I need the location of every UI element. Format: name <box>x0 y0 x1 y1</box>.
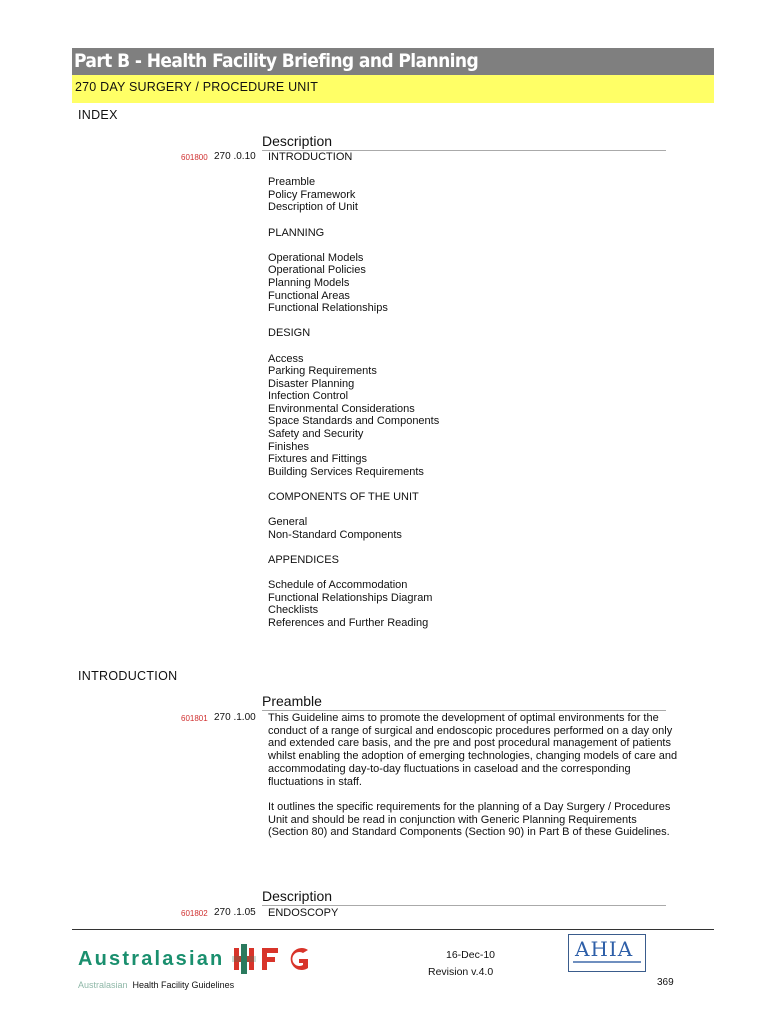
index-entry: INTRODUCTION <box>268 151 353 163</box>
ahia-logo <box>568 934 646 972</box>
index-entry: Operational Models <box>268 251 364 264</box>
index-entry: Access <box>268 352 304 365</box>
footer-date: 16-Dec-10 <box>446 949 496 961</box>
preamble-subheading: Preamble <box>262 693 666 711</box>
index-spacer <box>268 541 439 554</box>
index-entry: Preamble <box>268 176 316 189</box>
index-entry: Infection Control <box>268 390 349 403</box>
section-title: 270 DAY SURGERY / PROCEDURE UNIT <box>75 80 319 94</box>
index-entry: Planning Models <box>268 276 350 289</box>
index-entry: Operational Policies <box>268 264 366 277</box>
description-text: ENDOSCOPY <box>268 907 339 919</box>
index-entry: Parking Requirements <box>268 365 377 378</box>
index-spacer <box>268 239 439 252</box>
footer-publication <box>78 980 234 990</box>
ahia-logo-underline <box>573 961 641 963</box>
index-entry: Building Services Requirements <box>268 465 424 478</box>
introduction-heading: INTRODUCTION <box>78 669 178 683</box>
preamble-code: 601801 <box>181 714 208 723</box>
hfg-logo-mark <box>232 944 324 974</box>
index-entry: Safety and Security <box>268 428 364 441</box>
index-ref: 270 .0.10 <box>214 151 256 162</box>
index-entry: References and Further Reading <box>268 616 429 629</box>
index-heading: INDEX <box>78 108 118 122</box>
preamble-ref: 270 .1.00 <box>214 712 256 723</box>
index-list <box>268 151 439 630</box>
index-spacer <box>268 214 439 227</box>
logo-text: Australasian <box>78 948 225 970</box>
index-entry: Finishes <box>268 440 309 453</box>
index-entry: Disaster Planning <box>268 377 355 390</box>
section-title-bar <box>72 75 714 103</box>
index-entry: APPENDICES <box>268 554 339 566</box>
footer-prefix: Australasian <box>78 980 128 990</box>
footer-publication-name: Health Facility Guidelines <box>132 980 235 990</box>
index-entry: Checklists <box>268 604 319 617</box>
index-spacer <box>268 164 439 177</box>
preamble-text <box>268 712 678 839</box>
preamble-paragraph-1: This Guideline aims to promote the development of optimal environments for the conduct of a range of surgical and endoscopic procedures performed on a day only and extended care basis, and the pre and post procedural management of patients whilst enabling the adoption of emerging technologies, changing models of care and accommodating day-to-day fluctuations in caseload and the corresponding fluctuations in staff. <box>268 712 678 788</box>
index-spacer <box>268 478 439 491</box>
description-ref: 270 .1.05 <box>214 907 256 918</box>
index-entry: COMPONENTS OF THE UNIT <box>268 491 419 504</box>
index-entry: Functional Relationships Diagram <box>268 591 433 604</box>
index-spacer <box>268 504 439 517</box>
index-entry: Space Standards and Components <box>268 415 440 428</box>
index-spacer <box>268 340 439 353</box>
footer-divider <box>72 929 714 930</box>
description-code: 601802 <box>181 909 208 918</box>
index-entry: Non-Standard Components <box>268 528 402 541</box>
description-subheading: Description <box>262 888 666 906</box>
index-description-subheading: Description <box>262 133 666 151</box>
page-number: 369 <box>657 977 674 988</box>
index-entry: General <box>268 516 308 529</box>
footer-revision: Revision v.4.0 <box>428 966 494 978</box>
index-code: 601800 <box>181 153 208 162</box>
index-entry: Functional Relationships <box>268 302 388 315</box>
index-entry: Functional Areas <box>268 289 350 302</box>
index-entry: Environmental Considerations <box>268 402 415 415</box>
index-entry: Fixtures and Fittings <box>268 453 368 466</box>
index-entry: Policy Framework <box>268 188 356 201</box>
index-entry: DESIGN <box>268 327 311 340</box>
document-title: Part B - Health Facility Briefing and Planning <box>74 50 479 72</box>
preamble-paragraph-2: It outlines the specific requirements for the planning of a Day Surgery / Procedures Unit and should be read in conjunction with Generic Planning Requirements (Section 80) and Standard Components (Section 90) in Part B of these Guidelines. <box>268 800 671 839</box>
document-title-bar <box>72 48 714 75</box>
index-entry: Schedule of Accommodation <box>268 579 408 592</box>
index-entry: Description of Unit <box>268 201 358 214</box>
index-spacer <box>268 567 439 580</box>
index-entry: PLANNING <box>268 226 325 239</box>
ahia-logo-text: AHIA <box>575 937 634 961</box>
index-spacer <box>268 315 439 328</box>
